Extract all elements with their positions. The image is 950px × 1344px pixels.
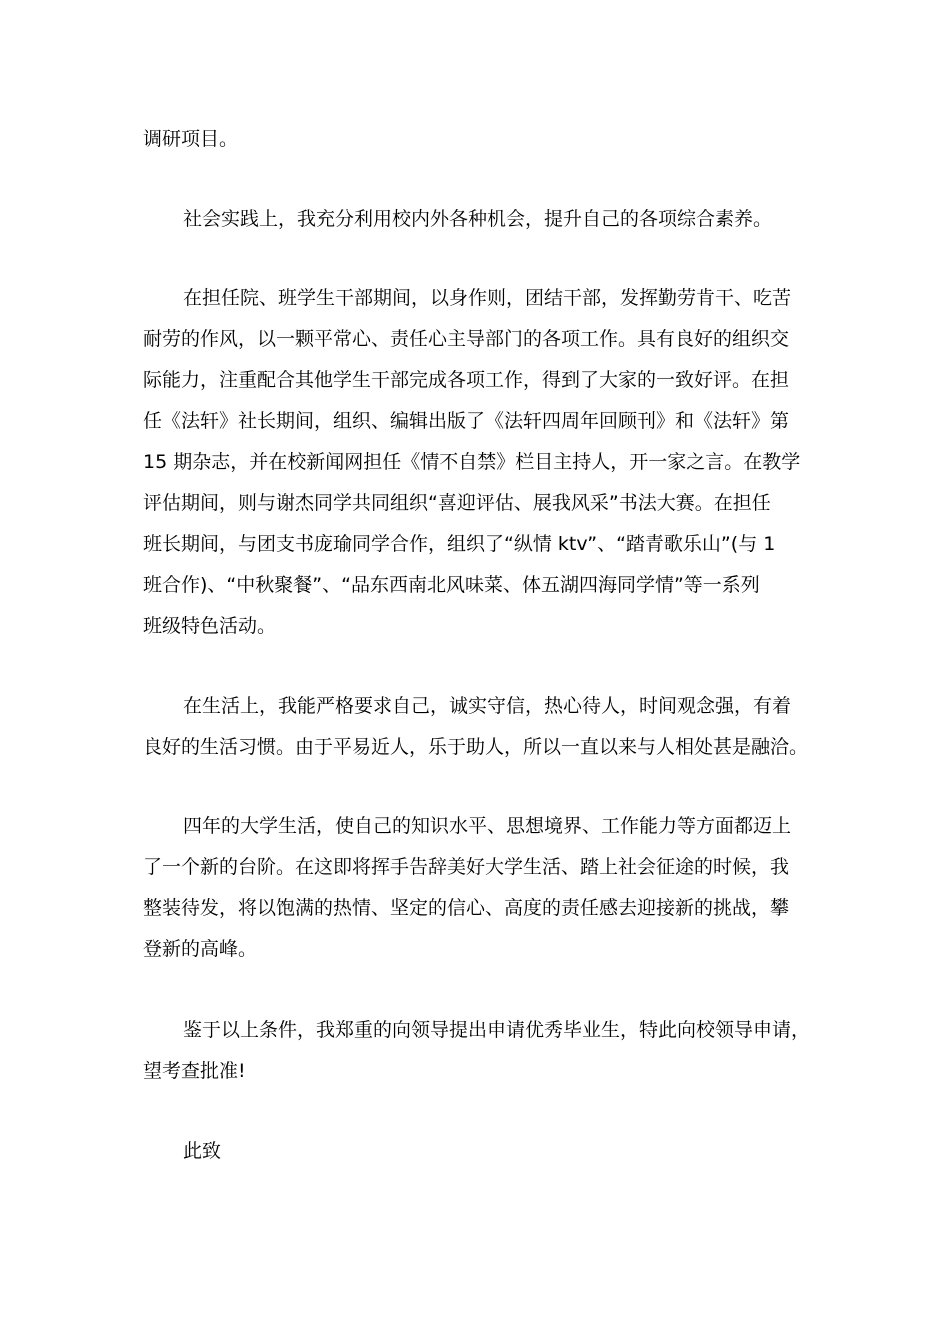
text-line: 望考查批准! [143, 1060, 246, 1082]
paragraph-life [143, 686, 807, 768]
text-line: 了一个新的台阶。在这即将挥手告辞美好大学生活、踏上社会征途的时候，我 [143, 856, 790, 878]
paragraph-request [143, 1010, 811, 1092]
text-line: 登新的高峰。 [143, 938, 258, 960]
text-line: 评估期间，则与谢杰同学共同组织“喜迎评估、展我风采”书法大赛。在担任 [143, 492, 771, 514]
text-line: 良好的生活习惯。由于平易近人，乐于助人，所以一直以来与人相处甚是融洽。 [143, 736, 809, 758]
text-line: 班长期间，与团支书庞瑜同学合作，组织了“纵情 ktv”、“踏青歌乐山”(与 1 [143, 533, 776, 555]
text-line: 四年的大学生活，使自己的知识水平、思想境界、工作能力等方面都迈上 [183, 815, 792, 837]
text-line: 社会实践上，我充分利用校内外各种机会，提升自己的各项综合素养。 [183, 208, 773, 230]
paragraph-four-years [143, 806, 807, 970]
text-line: 15 期杂志，并在校新闻网担任《情不自禁》栏目主持人，开一家之言。在教学 [143, 451, 801, 473]
text-line: 班级特色活动。 [143, 615, 277, 637]
text-line: 班合作)、“中秋聚餐”、“品东西南北风味菜、体五湖四海同学情”等一系列 [143, 574, 760, 596]
text-line: 任《法轩》社长期间，组织、编辑出版了《法轩四周年回顾刊》和《法轩》第 [143, 410, 790, 432]
paragraph-social-practice [143, 199, 807, 240]
paragraph-student-cadre [143, 278, 807, 647]
text-line: 整装待发，将以饱满的热情、坚定的信心、高度的责任感去迎接新的挑战，攀 [143, 897, 790, 919]
text-line: 在生活上，我能严格要求自己，诚实守信，热心待人，时间观念强，有着 [183, 695, 792, 717]
text-line: 鉴于以上条件，我郑重的向领导提出申请优秀毕业生，特此向校领导申请， [183, 1019, 811, 1041]
text-line: 此致 [183, 1140, 222, 1162]
text-line: 耐劳的作风，以一颗平常心、责任心主导部门的各项工作。具有良好的组织交 [143, 328, 790, 350]
text-line: 在担任院、班学生干部期间，以身作则，团结干部，发挥勤劳肯干、吃苦 [183, 287, 792, 309]
text-line: 际能力，注重配合其他学生干部完成各项工作，得到了大家的一致好评。在担 [143, 369, 790, 391]
text-line: 调研项目。 [143, 128, 239, 150]
paragraph-closing [143, 1131, 807, 1172]
paragraph-continued [143, 119, 807, 160]
